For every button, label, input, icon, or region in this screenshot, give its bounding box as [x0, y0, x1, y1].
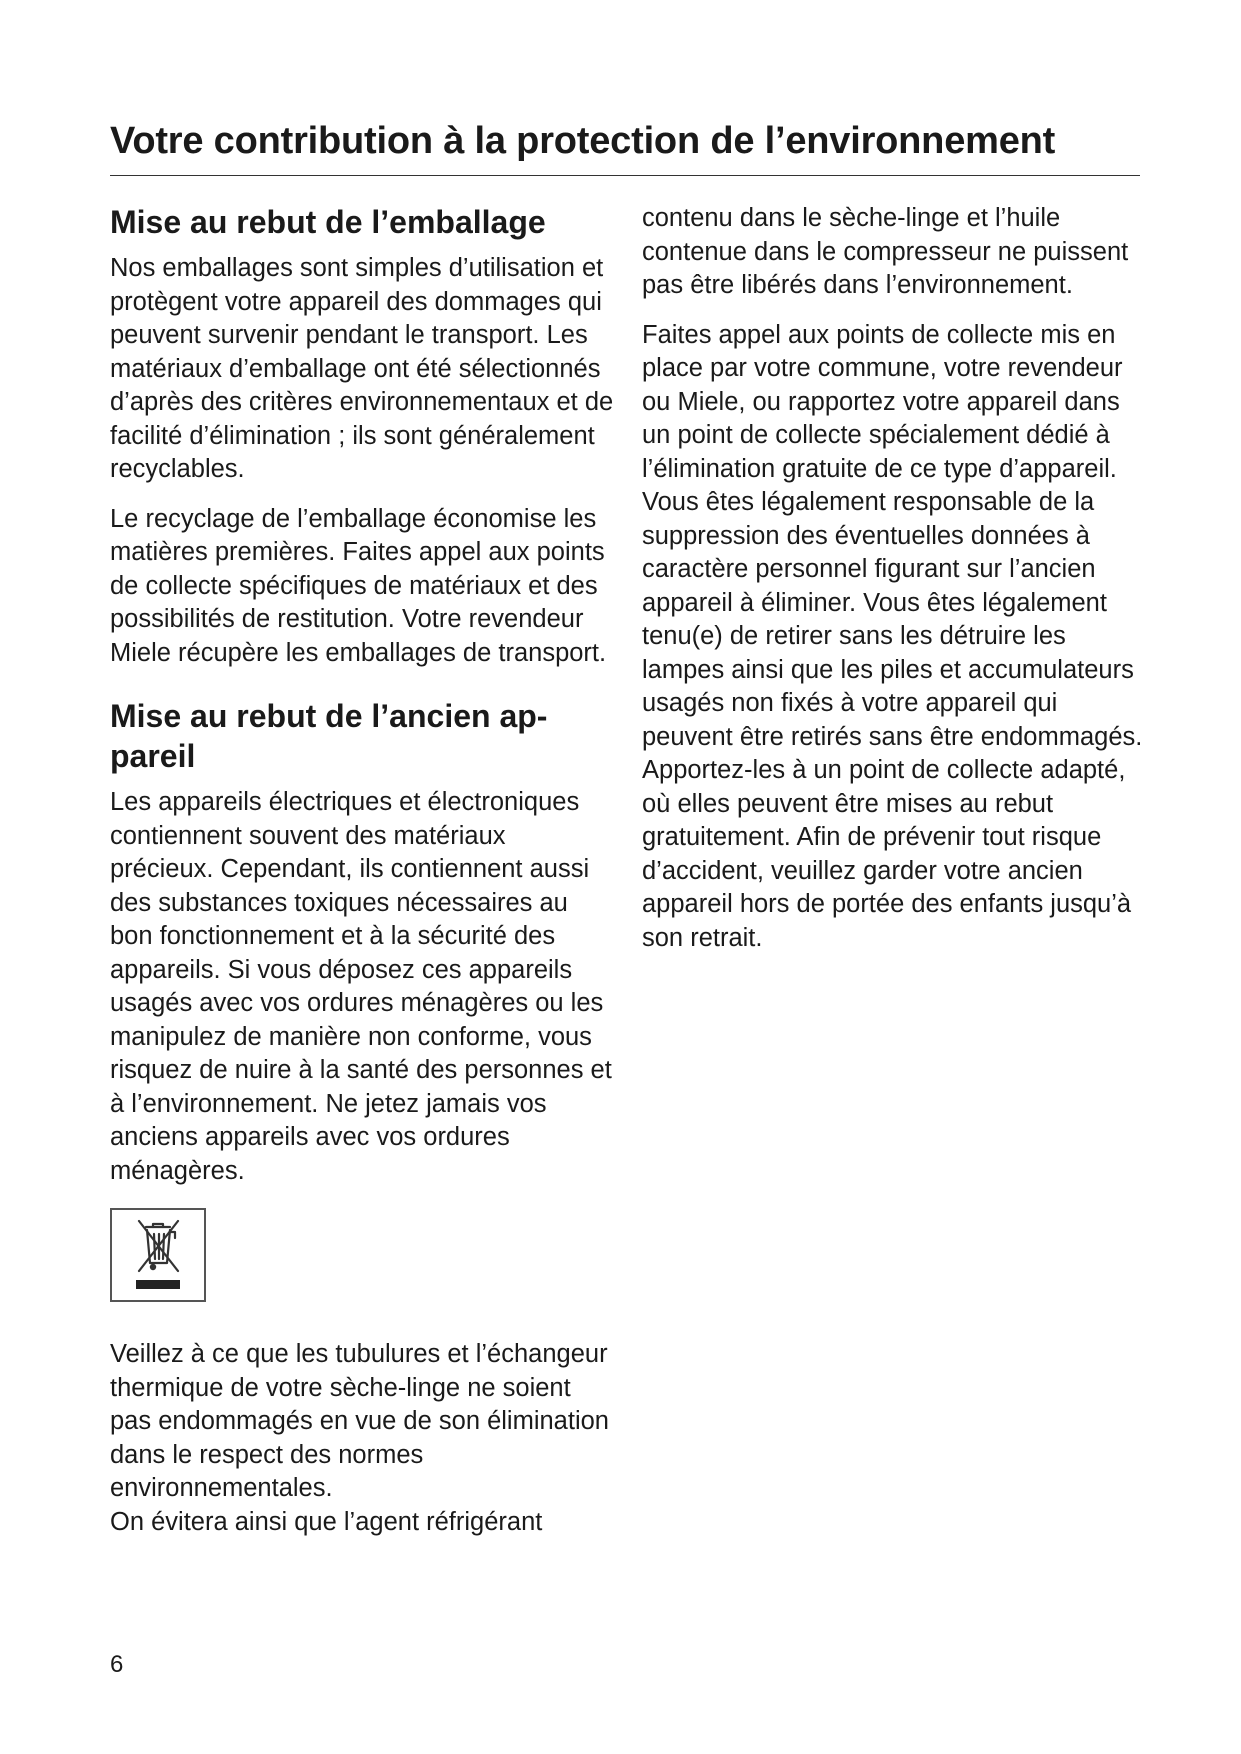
appliance-disposal-heading: Mise au rebut de l’ancien appareil: [110, 698, 548, 774]
right-column: [642, 202, 1147, 971]
continuation-paragraph: contenu dans le sèche-linge et l’huile contenue dans le compresseur ne puissent pas être libérés dans l’environnement.: [642, 204, 1129, 299]
packaging-paragraph-2: Le recyclage de l’emballage économise les matières premières. Faites appel aux points de collecte spécifiques de matériaux et des possibilités de restitution. Votre revendeur Miele récupère les emballages de transport.: [110, 504, 607, 667]
weee-symbol-box: [110, 1208, 206, 1302]
appliance-paragraph-3: On évitera ainsi que l’agent réfrigérant: [110, 1507, 543, 1536]
page-number: 6: [110, 1651, 124, 1678]
page-title: Votre contribution à la protection de l’environnement: [110, 120, 1056, 162]
appliance-paragraph-2: Veillez à ce que les tubulures et l’échangeur thermique de votre sèche-linge ne soient pas endommagés en vue de son élimination dans le respect des normes environnementales.: [110, 1340, 609, 1502]
appliance-paragraph-1: Les appareils électriques et électroniques contiennent souvent des matériaux précieux. Cependant, ils contiennent aussi des substances toxiques nécessaires au bon fonctionnement et à la sécurité des appareils. Si vous déposez ces appareils usagés avec vos ordures ménagères ou les manipulez de manière non conforme, vous risquez de nuire à la santé des personnes et à l’environnement. Ne jetez jamais vos anciens appareils avec vos ordures ménagères.: [110, 788, 612, 1185]
collection-points-paragraph: Faites appel aux points de collecte mis en place par votre commune, votre revendeur ou Miele, ou rapportez votre appareil dans un point de collecte spécialement dédié à l’élimination gratuite de ce type d’appareil. Vous êtes légalement responsable de la suppression des éventuelles données à caractère personnel figurant sur l’ancien appareil à éliminer. Vous êtes légalement tenu(e) de retirer sans les détruire les lampes ainsi que les piles et accumulateurs usagés non fixés à votre appareil qui peuvent être retirés sans être endommagés. Apportez-les à un point de collecte adapté, où elles peuvent être mises au rebut gratuitement. Afin de prévenir tout risque d’accident, veuillez garder votre ancien appareil hors de portée des enfants jusqu’à son retrait.: [642, 320, 1143, 952]
crossed-out-wheelie-bin-icon: [122, 1216, 194, 1294]
left-column: [110, 202, 615, 1555]
title-divider: [110, 175, 1140, 176]
packaging-paragraph-1: Nos emballages sont simples d’utilisation et protègent votre appareil des dommages qui peuvent survenir pendant le transport. Les matériaux d’emballage ont été sélectionnés d’après des critères environnementaux et de facilité d’élimination ; ils sont généralement recyclables.: [110, 254, 614, 483]
packaging-disposal-heading: Mise au rebut de l’emballage: [110, 204, 546, 240]
